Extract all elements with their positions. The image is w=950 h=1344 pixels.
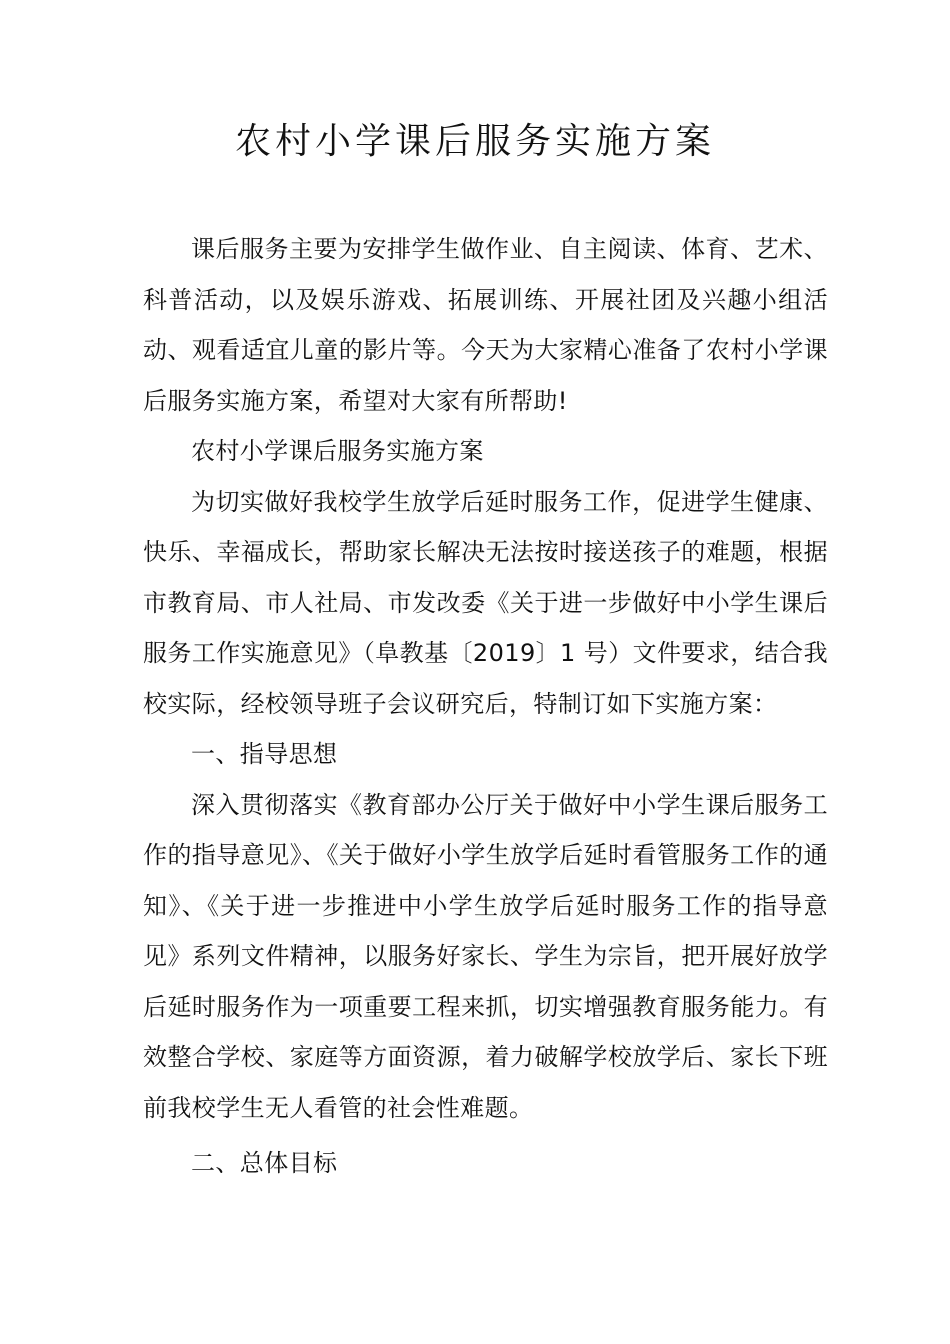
background-paragraph: 为切实做好我校学生放学后延时服务工作，促进学生健康、快乐、幸福成长，帮助家长解决无法按时接送孩子的难题，根据市教育局、市人社局、市发改委《关于进一步做好中小学生课后服务工作实施意见》（阜教基〔2019〕1 号）文件要求，结合我校实际，经校领导班子会议研究后，特制订如下实施方案： — [143, 487, 828, 718]
intro-paragraph: 课后服务主要为安排学生做作业、自主阅读、体育、艺术、科普活动，以及娱乐游戏、拓展训练、开展社团及兴趣小组活动、观看适宜儿童的影片等。今天为大家精心准备了农村小学课后服务实施方案，希望对大家有所帮助! — [143, 235, 828, 415]
document-body — [143, 224, 828, 1189]
guiding-ideology-paragraph: 深入贯彻落实《教育部办公厅关于做好中小学生课后服务工作的指导意见》、《关于做好小学生放学后延时看管服务工作的通知》、《关于进一步推进中小学生放学后延时服务工作的指导意见》系列文件精神，以服务好家长、学生为宗旨，把开展好放学后延时服务作为一项重要工程来抓，切实增强教育服务能力。有效整合学校、家庭等方面资源，着力破解学校放学后、家长下班前我校学生无人看管的社会性难题。 — [143, 790, 828, 1122]
document-title: 农村小学课后服务实施方案 — [234, 121, 715, 162]
section-heading-guiding-ideology: 一、指导思想 — [191, 740, 338, 768]
subtitle-paragraph: 农村小学课后服务实施方案 — [191, 437, 484, 465]
section-heading-overall-goal: 二、总体目标 — [191, 1149, 338, 1177]
